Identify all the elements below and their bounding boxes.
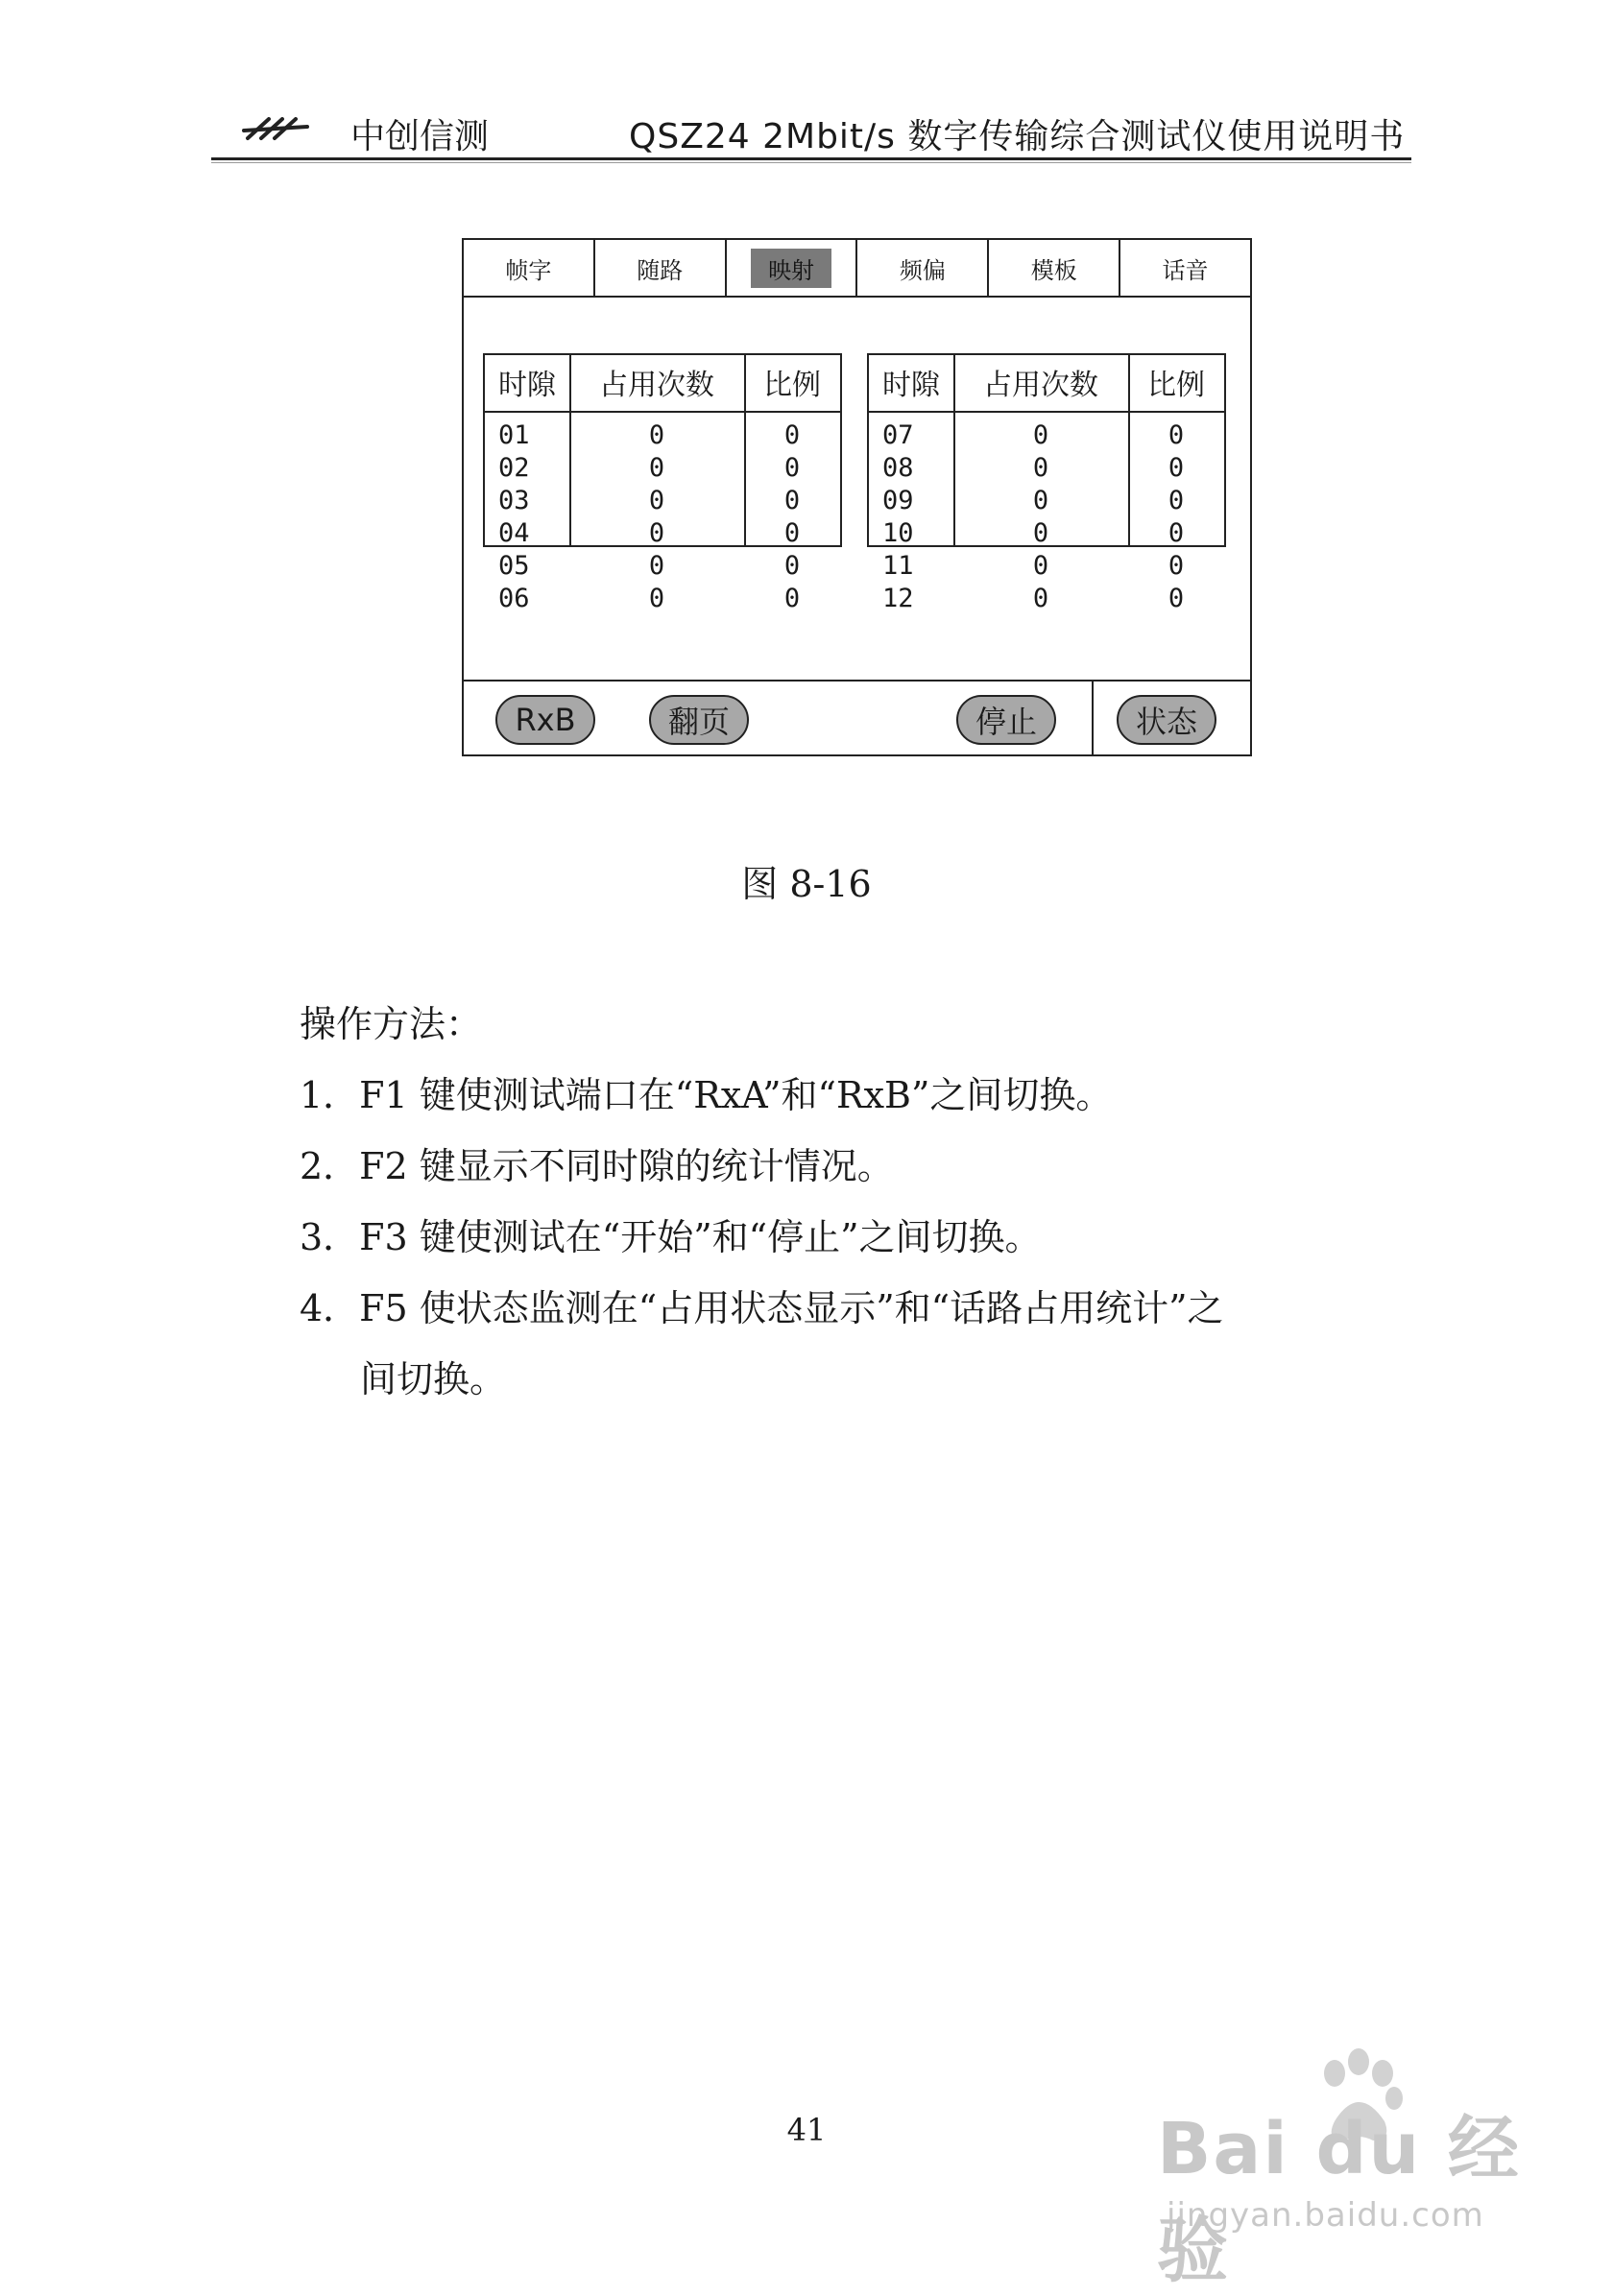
table-row (485, 551, 840, 584)
header-occupancy-count: 占用次数 (983, 369, 1098, 402)
page-header (211, 96, 1411, 163)
tab-label: 映射 (751, 249, 831, 288)
f5-status-button[interactable]: 状态 (1117, 695, 1216, 745)
tab-label: 频偏 (899, 256, 946, 284)
document-title: QSZ24 2Mbit/s 数字传输综合测试仪使用说明书 (629, 117, 1406, 156)
header-timeslot: 时隙 (882, 369, 940, 402)
ratio-cell: 0 (1168, 420, 1185, 450)
header-rule (211, 157, 1411, 160)
tab-frequency-offset[interactable] (857, 240, 989, 296)
tab-voice[interactable] (1120, 240, 1250, 296)
header-timeslot: 时隙 (498, 369, 556, 402)
timeslot-cell: 02 (498, 453, 530, 483)
tab-label: 模板 (1030, 256, 1077, 284)
table-row (869, 551, 1224, 584)
table-row (485, 486, 840, 518)
count-cell: 0 (648, 420, 665, 450)
watermark-brand: Bai du 经验 (1157, 2108, 1521, 2292)
ratio-cell: 0 (1168, 584, 1185, 613)
table-row (869, 453, 1224, 486)
table-header (869, 355, 1224, 413)
count-cell: 0 (1032, 551, 1049, 581)
count-cell: 0 (648, 453, 665, 483)
table-body (485, 420, 840, 616)
table-body (869, 420, 1224, 616)
header-rule-thin (211, 162, 1411, 163)
ratio-cell: 0 (1168, 518, 1185, 548)
timeslot-cell: 11 (882, 551, 914, 581)
figure-caption: 图 8-16 (741, 863, 872, 905)
table-row (485, 584, 840, 616)
timeslot-cell: 07 (882, 420, 914, 450)
device-screen-figure (462, 238, 1252, 756)
table-row (485, 453, 840, 486)
f1-rxb-button[interactable]: RxB (495, 695, 595, 745)
count-cell: 0 (1032, 518, 1049, 548)
function-key-bar (464, 680, 1250, 756)
table-row (485, 420, 840, 453)
tab-bar (464, 240, 1250, 298)
ratio-cell: 0 (783, 420, 801, 450)
timeslot-cell: 03 (498, 486, 530, 515)
timeslot-cell: 06 (498, 584, 530, 613)
timeslot-cell: 10 (882, 518, 914, 548)
header-occupancy-count: 占用次数 (599, 369, 714, 402)
instructions (300, 989, 1404, 1415)
f3-stop-button[interactable]: 停止 (956, 695, 1056, 745)
count-cell: 0 (1032, 584, 1049, 613)
count-cell: 0 (1032, 486, 1049, 515)
count-cell: 0 (1032, 453, 1049, 483)
table-row (485, 518, 840, 551)
company-logo-icon (240, 109, 317, 148)
timeslot-table-left (483, 353, 842, 613)
timeslot-cell: 08 (882, 453, 914, 483)
timeslot-cell: 09 (882, 486, 914, 515)
table-header (485, 355, 840, 413)
table-row (869, 486, 1224, 518)
tab-frame-word[interactable] (464, 240, 595, 296)
instruction-item: 3．F3 键使测试在“开始”和“停止”之间切换。 (300, 1216, 1042, 1258)
tab-label: 话音 (1162, 256, 1209, 284)
instruction-item: 1．F1 键使测试端口在“RxA”和“RxB”之间切换。 (300, 1074, 1113, 1116)
ratio-cell: 0 (1168, 453, 1185, 483)
watermark-url: jingyan.baidu.com (1167, 2196, 1484, 2235)
instruction-item: 2．F2 键显示不同时隙的统计情况。 (300, 1145, 894, 1187)
f2-page-button[interactable]: 翻页 (649, 695, 749, 745)
tab-mapping[interactable] (727, 240, 858, 296)
instruction-item-continuation: 间切换。 (360, 1358, 507, 1400)
table-row (869, 420, 1224, 453)
ratio-cell: 0 (783, 453, 801, 483)
ratio-cell: 0 (1168, 551, 1185, 581)
header-ratio: 比例 (1147, 369, 1205, 402)
ratio-cell: 0 (783, 551, 801, 581)
count-cell: 0 (1032, 420, 1049, 450)
timeslot-cell: 05 (498, 551, 530, 581)
ratio-cell: 0 (783, 518, 801, 548)
tab-template[interactable] (989, 240, 1120, 296)
key-separator (1092, 682, 1094, 756)
tab-cas[interactable] (595, 240, 727, 296)
instructions-heading: 操作方法： (300, 1003, 483, 1045)
ratio-cell: 0 (783, 584, 801, 613)
timeslot-cell: 01 (498, 420, 530, 450)
count-cell: 0 (648, 584, 665, 613)
timeslot-cell: 12 (882, 584, 914, 613)
count-cell: 0 (648, 551, 665, 581)
timeslot-table-right (867, 353, 1226, 613)
page-number: 41 (786, 2112, 827, 2148)
timeslot-cell: 04 (498, 518, 530, 548)
count-cell: 0 (648, 486, 665, 515)
ratio-cell: 0 (1168, 486, 1185, 515)
table-row (869, 584, 1224, 616)
tab-label: 随路 (637, 256, 684, 284)
company-name: 中创信测 (350, 117, 490, 156)
baidu-watermark (1138, 2045, 1541, 2292)
ratio-cell: 0 (783, 486, 801, 515)
count-cell: 0 (648, 518, 665, 548)
tab-label: 帧字 (505, 256, 552, 284)
instruction-item: 4．F5 使状态监测在“占用状态显示”和“话路占用统计”之 (300, 1287, 1224, 1329)
header-ratio: 比例 (763, 369, 821, 402)
table-row (869, 518, 1224, 551)
